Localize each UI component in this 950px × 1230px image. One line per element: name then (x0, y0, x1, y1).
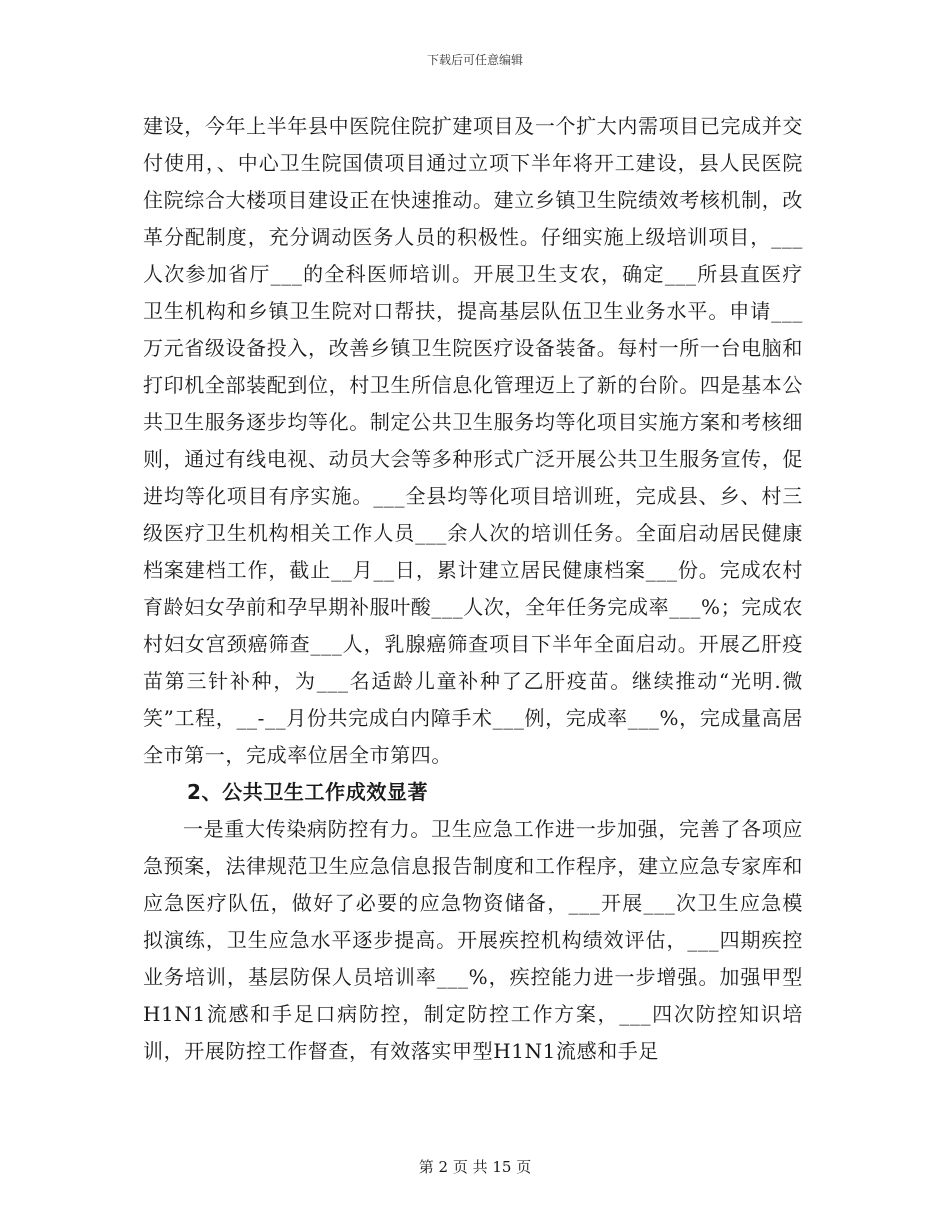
body-paragraph-2: 一是重大传染病防控有力。卫生应急工作进一步加强，完善了各项应急预案，法律规范卫生应急信息报告制度和工作程序，建立应急专家库和应急医疗队伍，做好了必要的应急物资储备，___开展___次卫生应急模拟演练，卫生应急水平逐步提高。开展疾控机构绩效评估，___四期疾控业务培训，基层防保人员培训率___%，疾控能力进一步增强。加强甲型H1N1流感和手足口病防控，制定防控工作方案，___四次防控知识培训，开展防控工作督查，有效落实甲型H1N1流感和手足 (143, 817, 803, 1063)
page-number: 第 2 页 共 15 页 (418, 1158, 532, 1176)
section-heading-2: 2、公共卫生工作成效显著 (187, 780, 429, 804)
document-body (143, 108, 803, 1070)
page-header-note: 下载后可任意编辑 (426, 53, 523, 67)
body-paragraph-1: 建设，今年上半年县中医院住院扩建项目及一个扩大内需项目已完成并交付使用，、中心卫生院国债项目通过立项下半年将开工建设，县人民医院住院综合大楼项目建设正在快速推动。建立乡镇卫生院绩效考核机制，改革分配制度，充分调动医务人员的积极性。仔细实施上级培训项目，___人次参加省厅___的全科医师培训。开展卫生支农，确定___所县直医疗卫生机构和乡镇卫生院对口帮扶，提高基层队伍卫生业务水平。申请___万元省级设备投入，改善乡镇卫生院医疗设备装备。每村一所一台电脑和打印机全部装配到位，村卫生所信息化管理迈上了新的台阶。四是基本公共卫生服务逐步均等化。制定公共卫生服务均等化项目实施方案和考核细则，通过有线电视、动员大会等多种形式广泛开展公共卫生服务宣传，促进均等化项目有序实施。___全县均等化项目培训班，完成县、乡、村三级医疗卫生机构相关工作人员___余人次的培训任务。全面启动居民健康档案建档工作，截止__月__日，累计建立居民健康档案___份。完成农村育龄妇女孕前和孕早期补服叶酸___人次，全年任务完成率___%；完成农村妇女宫颈癌筛查___人，乳腺癌筛查项目下半年全面启动。开展乙肝疫苗第三针补种，为___名适龄儿童补种了乙肝疫苗。继续推动“光明.微笑”工程，__-__月份共完成白内障手术___例，完成率___%，完成量高居全市第一，完成率位居全市第四。 (143, 114, 804, 767)
